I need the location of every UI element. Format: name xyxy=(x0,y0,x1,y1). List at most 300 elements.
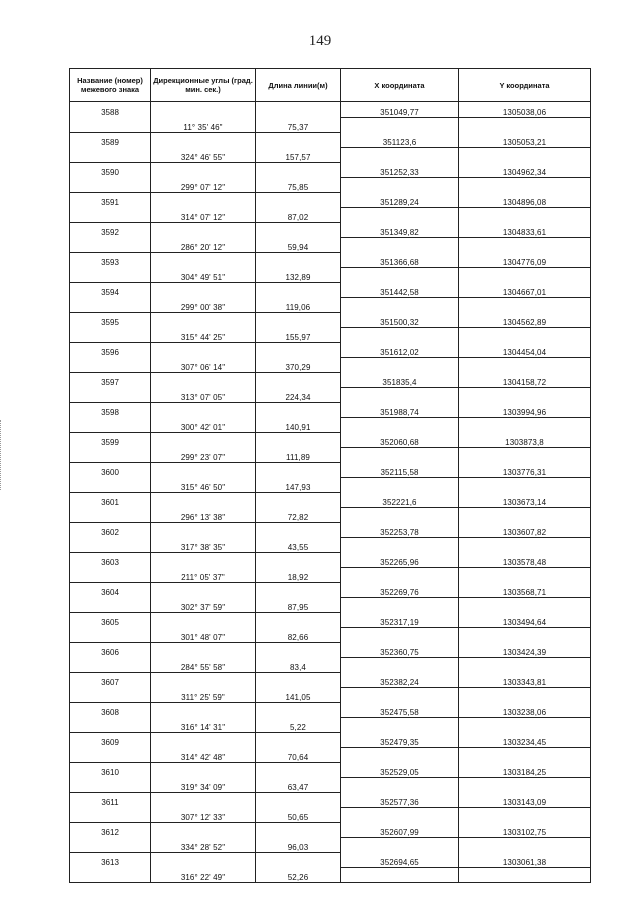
point-name: 3598 xyxy=(70,402,151,417)
name-empty xyxy=(70,387,151,402)
length-empty xyxy=(256,642,341,657)
line-length: 5,22 xyxy=(256,717,341,732)
table-row xyxy=(70,687,591,702)
margin-mark xyxy=(0,420,3,490)
name-empty xyxy=(70,627,151,642)
direction-angle: 11° 35' 46" xyxy=(151,117,256,132)
table-row xyxy=(70,627,591,642)
line-length: 83,4 xyxy=(256,657,341,672)
point-name: 3600 xyxy=(70,462,151,477)
table-row xyxy=(70,702,591,717)
line-length: 75,85 xyxy=(256,177,341,192)
angle-empty xyxy=(151,222,256,237)
angle-empty xyxy=(151,462,256,477)
x-coordinate: 351366,68 xyxy=(341,252,459,267)
table-row xyxy=(70,402,591,417)
x-coordinate: 351349,82 xyxy=(341,222,459,237)
table-row xyxy=(70,522,591,537)
direction-angle: 316° 22' 49" xyxy=(151,867,256,883)
y-empty xyxy=(459,207,591,222)
y-coordinate: 1304454,04 xyxy=(459,342,591,357)
length-empty xyxy=(256,822,341,837)
direction-angle: 307° 12' 33" xyxy=(151,807,256,822)
y-coordinate: 1304667,01 xyxy=(459,282,591,297)
angle-empty xyxy=(151,372,256,387)
table-row xyxy=(70,117,591,132)
point-name: 3595 xyxy=(70,312,151,327)
table-row xyxy=(70,327,591,342)
length-empty xyxy=(256,732,341,747)
point-name: 3606 xyxy=(70,642,151,657)
length-empty xyxy=(256,402,341,417)
direction-angle: 304° 49' 51" xyxy=(151,267,256,282)
line-length: 370,29 xyxy=(256,357,341,372)
angle-empty xyxy=(151,582,256,597)
name-empty xyxy=(70,747,151,762)
table-row xyxy=(70,582,591,597)
name-empty xyxy=(70,297,151,312)
y-empty xyxy=(459,537,591,552)
table-row xyxy=(70,507,591,522)
table-row xyxy=(70,177,591,192)
angle-empty xyxy=(151,402,256,417)
point-name: 3592 xyxy=(70,222,151,237)
x-coordinate: 351442,58 xyxy=(341,282,459,297)
y-empty xyxy=(459,297,591,312)
length-empty xyxy=(256,342,341,357)
direction-angle: 299° 00' 38" xyxy=(151,297,256,312)
y-empty xyxy=(459,147,591,162)
x-empty xyxy=(341,717,459,732)
y-empty xyxy=(459,657,591,672)
angle-empty xyxy=(151,702,256,717)
y-coordinate: 1304562,89 xyxy=(459,312,591,327)
name-empty xyxy=(70,327,151,342)
x-coordinate: 352694,65 xyxy=(341,852,459,867)
direction-angle: 300° 42' 01" xyxy=(151,417,256,432)
length-empty xyxy=(256,252,341,267)
line-length: 59,94 xyxy=(256,237,341,252)
table-row xyxy=(70,567,591,582)
table-row xyxy=(70,762,591,777)
table-row xyxy=(70,672,591,687)
length-empty xyxy=(256,522,341,537)
y-empty xyxy=(459,327,591,342)
x-empty xyxy=(341,507,459,522)
length-empty xyxy=(256,762,341,777)
length-empty xyxy=(256,372,341,387)
name-empty xyxy=(70,537,151,552)
length-empty xyxy=(256,492,341,507)
y-coordinate: 1305053,21 xyxy=(459,132,591,147)
name-empty xyxy=(70,177,151,192)
point-name: 3603 xyxy=(70,552,151,567)
length-empty xyxy=(256,852,341,867)
angle-empty xyxy=(151,252,256,267)
table-body xyxy=(70,102,591,883)
line-length: 18,92 xyxy=(256,567,341,582)
line-length: 147,93 xyxy=(256,477,341,492)
table-row xyxy=(70,552,591,567)
y-coordinate: 1304158,72 xyxy=(459,372,591,387)
y-empty xyxy=(459,597,591,612)
line-length: 63,47 xyxy=(256,777,341,792)
line-length: 132,89 xyxy=(256,267,341,282)
x-coordinate: 351049,77 xyxy=(341,102,459,118)
angle-empty xyxy=(151,762,256,777)
point-name: 3590 xyxy=(70,162,151,177)
line-length: 140,91 xyxy=(256,417,341,432)
y-coordinate: 1303873,8 xyxy=(459,432,591,447)
point-name: 3591 xyxy=(70,192,151,207)
x-empty xyxy=(341,477,459,492)
angle-empty xyxy=(151,642,256,657)
y-empty xyxy=(459,837,591,852)
x-empty xyxy=(341,447,459,462)
line-length: 87,95 xyxy=(256,597,341,612)
table-row xyxy=(70,612,591,627)
table-row xyxy=(70,717,591,732)
y-coordinate: 1303184,25 xyxy=(459,762,591,777)
line-length: 141,05 xyxy=(256,687,341,702)
y-coordinate: 1303234,45 xyxy=(459,732,591,747)
y-empty xyxy=(459,387,591,402)
y-empty xyxy=(459,237,591,252)
point-name: 3610 xyxy=(70,762,151,777)
table-row xyxy=(70,312,591,327)
y-empty xyxy=(459,417,591,432)
x-coordinate: 352529,05 xyxy=(341,762,459,777)
y-coordinate: 1303424,39 xyxy=(459,642,591,657)
x-empty xyxy=(341,537,459,552)
y-empty xyxy=(459,357,591,372)
x-empty xyxy=(341,747,459,762)
x-coordinate: 352479,35 xyxy=(341,732,459,747)
table-row xyxy=(70,837,591,852)
name-empty xyxy=(70,807,151,822)
name-empty xyxy=(70,657,151,672)
table-row xyxy=(70,807,591,822)
x-coordinate: 352060,68 xyxy=(341,432,459,447)
angle-empty xyxy=(151,822,256,837)
table-row xyxy=(70,597,591,612)
table-row xyxy=(70,297,591,312)
name-empty xyxy=(70,417,151,432)
name-empty xyxy=(70,267,151,282)
angle-empty xyxy=(151,852,256,867)
length-empty xyxy=(256,282,341,297)
header-angle: Дирекционные углы (град. мин. сек.) xyxy=(151,69,256,102)
line-length: 70,64 xyxy=(256,747,341,762)
table-row xyxy=(70,867,591,883)
table-row xyxy=(70,492,591,507)
name-empty xyxy=(70,687,151,702)
y-coordinate: 1304962,34 xyxy=(459,162,591,177)
table-row xyxy=(70,792,591,807)
length-empty xyxy=(256,792,341,807)
x-empty xyxy=(341,267,459,282)
table-row xyxy=(70,432,591,447)
y-coordinate: 1305038,06 xyxy=(459,102,591,118)
table-row xyxy=(70,477,591,492)
length-empty xyxy=(256,192,341,207)
header-length: Длина линии(м) xyxy=(256,69,341,102)
length-empty xyxy=(256,312,341,327)
y-empty xyxy=(459,687,591,702)
direction-angle: 211° 05' 37" xyxy=(151,567,256,582)
name-empty xyxy=(70,567,151,582)
table-row xyxy=(70,822,591,837)
y-coordinate: 1303776,31 xyxy=(459,462,591,477)
point-name: 3594 xyxy=(70,282,151,297)
line-length: 75,37 xyxy=(256,117,341,132)
table-row xyxy=(70,132,591,147)
x-empty xyxy=(341,597,459,612)
x-coordinate: 352317,19 xyxy=(341,612,459,627)
table-row xyxy=(70,282,591,297)
y-coordinate: 1304776,09 xyxy=(459,252,591,267)
table-row xyxy=(70,252,591,267)
angle-empty xyxy=(151,672,256,687)
table-row xyxy=(70,777,591,792)
name-empty xyxy=(70,507,151,522)
x-empty xyxy=(341,177,459,192)
y-coordinate: 1303343,81 xyxy=(459,672,591,687)
length-empty xyxy=(256,132,341,147)
point-name: 3588 xyxy=(70,102,151,118)
angle-empty xyxy=(151,132,256,147)
y-coordinate: 1303061,38 xyxy=(459,852,591,867)
y-empty xyxy=(459,807,591,822)
y-coordinate: 1303568,71 xyxy=(459,582,591,597)
angle-empty xyxy=(151,162,256,177)
point-name: 3599 xyxy=(70,432,151,447)
point-name: 3593 xyxy=(70,252,151,267)
direction-angle: 314° 42' 48" xyxy=(151,747,256,762)
direction-angle: 301° 48' 07" xyxy=(151,627,256,642)
line-length: 72,82 xyxy=(256,507,341,522)
x-coordinate: 352253,78 xyxy=(341,522,459,537)
length-empty xyxy=(256,162,341,177)
boundary-coordinates-table xyxy=(69,68,591,883)
point-name: 3611 xyxy=(70,792,151,807)
y-empty xyxy=(459,777,591,792)
table-row xyxy=(70,342,591,357)
table-row xyxy=(70,537,591,552)
x-empty xyxy=(341,237,459,252)
direction-angle: 313° 07' 05" xyxy=(151,387,256,402)
name-empty xyxy=(70,117,151,132)
x-empty xyxy=(341,867,459,883)
x-empty xyxy=(341,777,459,792)
line-length: 82,66 xyxy=(256,627,341,642)
angle-empty xyxy=(151,522,256,537)
y-coordinate: 1304896,08 xyxy=(459,192,591,207)
line-length: 50,65 xyxy=(256,807,341,822)
table-row xyxy=(70,732,591,747)
length-empty xyxy=(256,462,341,477)
table-row xyxy=(70,102,591,118)
table-row xyxy=(70,747,591,762)
direction-angle: 334° 28' 52" xyxy=(151,837,256,852)
table-row xyxy=(70,207,591,222)
length-empty xyxy=(256,672,341,687)
name-empty xyxy=(70,837,151,852)
x-empty xyxy=(341,807,459,822)
y-empty xyxy=(459,267,591,282)
line-length: 155,97 xyxy=(256,327,341,342)
angle-empty xyxy=(151,312,256,327)
table-row xyxy=(70,147,591,162)
x-coordinate: 352265,96 xyxy=(341,552,459,567)
y-empty xyxy=(459,507,591,522)
direction-angle: 315° 46' 50" xyxy=(151,477,256,492)
y-coordinate: 1303607,82 xyxy=(459,522,591,537)
x-coordinate: 352607,99 xyxy=(341,822,459,837)
point-name: 3608 xyxy=(70,702,151,717)
direction-angle: 316° 14' 31" xyxy=(151,717,256,732)
table-row xyxy=(70,162,591,177)
point-name: 3596 xyxy=(70,342,151,357)
x-coordinate: 351252,33 xyxy=(341,162,459,177)
table-row xyxy=(70,462,591,477)
length-empty xyxy=(256,582,341,597)
direction-angle: 311° 25' 59" xyxy=(151,687,256,702)
header-x: X координата xyxy=(341,69,459,102)
direction-angle: 302° 37' 59" xyxy=(151,597,256,612)
x-coordinate: 351500,32 xyxy=(341,312,459,327)
line-length: 111,89 xyxy=(256,447,341,462)
name-empty xyxy=(70,237,151,252)
header-name: Название (номер) межевого знака xyxy=(70,69,151,102)
x-coordinate: 352221,6 xyxy=(341,492,459,507)
point-name: 3589 xyxy=(70,132,151,147)
y-empty xyxy=(459,447,591,462)
x-coordinate: 352382,24 xyxy=(341,672,459,687)
line-length: 87,02 xyxy=(256,207,341,222)
angle-empty xyxy=(151,432,256,447)
y-empty xyxy=(459,567,591,582)
name-empty xyxy=(70,147,151,162)
table-header-row xyxy=(70,69,591,102)
name-empty xyxy=(70,777,151,792)
direction-angle: 315° 44' 25" xyxy=(151,327,256,342)
point-name: 3605 xyxy=(70,612,151,627)
name-empty xyxy=(70,477,151,492)
direction-angle: 296° 13' 38" xyxy=(151,507,256,522)
point-name: 3609 xyxy=(70,732,151,747)
y-coordinate: 1304833,61 xyxy=(459,222,591,237)
x-coordinate: 351835,4 xyxy=(341,372,459,387)
line-length: 119,06 xyxy=(256,297,341,312)
direction-angle: 284° 55' 58" xyxy=(151,657,256,672)
name-empty xyxy=(70,447,151,462)
length-empty xyxy=(256,612,341,627)
y-coordinate: 1303494,64 xyxy=(459,612,591,627)
y-coordinate: 1303994,96 xyxy=(459,402,591,417)
direction-angle: 324° 46' 55" xyxy=(151,147,256,162)
x-empty xyxy=(341,297,459,312)
name-empty xyxy=(70,717,151,732)
length-empty xyxy=(256,702,341,717)
name-empty xyxy=(70,357,151,372)
line-length: 157,57 xyxy=(256,147,341,162)
point-name: 3613 xyxy=(70,852,151,867)
table-row xyxy=(70,237,591,252)
point-name: 3601 xyxy=(70,492,151,507)
x-empty xyxy=(341,117,459,132)
angle-empty xyxy=(151,612,256,627)
length-empty xyxy=(256,432,341,447)
line-length: 43,55 xyxy=(256,537,341,552)
table-row xyxy=(70,852,591,867)
page-number: 149 xyxy=(308,33,332,49)
direction-angle: 307° 06' 14" xyxy=(151,357,256,372)
table-row xyxy=(70,657,591,672)
table-row xyxy=(70,372,591,387)
x-coordinate: 351988,74 xyxy=(341,402,459,417)
table-row xyxy=(70,417,591,432)
y-coordinate: 1303238,06 xyxy=(459,702,591,717)
y-empty xyxy=(459,627,591,642)
angle-empty xyxy=(151,282,256,297)
x-coordinate: 351612,02 xyxy=(341,342,459,357)
y-empty xyxy=(459,867,591,883)
x-coordinate: 352269,76 xyxy=(341,582,459,597)
x-empty xyxy=(341,687,459,702)
angle-empty xyxy=(151,552,256,567)
angle-empty xyxy=(151,792,256,807)
header-y: Y координата xyxy=(459,69,591,102)
y-coordinate: 1303673,14 xyxy=(459,492,591,507)
direction-angle: 299° 07' 12" xyxy=(151,177,256,192)
direction-angle: 299° 23' 07" xyxy=(151,447,256,462)
direction-angle: 286° 20' 12" xyxy=(151,237,256,252)
direction-angle: 314° 07' 12" xyxy=(151,207,256,222)
x-empty xyxy=(341,147,459,162)
name-empty xyxy=(70,867,151,883)
name-empty xyxy=(70,207,151,222)
point-name: 3604 xyxy=(70,582,151,597)
x-coordinate: 352115,58 xyxy=(341,462,459,477)
x-empty xyxy=(341,837,459,852)
x-coordinate: 352577,36 xyxy=(341,792,459,807)
x-empty xyxy=(341,417,459,432)
point-name: 3607 xyxy=(70,672,151,687)
point-name: 3612 xyxy=(70,822,151,837)
y-empty xyxy=(459,117,591,132)
table-row xyxy=(70,222,591,237)
y-coordinate: 1303102,75 xyxy=(459,822,591,837)
length-empty xyxy=(256,102,341,118)
point-name: 3602 xyxy=(70,522,151,537)
angle-empty xyxy=(151,732,256,747)
y-empty xyxy=(459,177,591,192)
line-length: 52,26 xyxy=(256,867,341,883)
x-coordinate: 351289,24 xyxy=(341,192,459,207)
table-row xyxy=(70,447,591,462)
line-length: 96,03 xyxy=(256,837,341,852)
x-empty xyxy=(341,657,459,672)
x-coordinate: 352475,58 xyxy=(341,702,459,717)
x-empty xyxy=(341,627,459,642)
line-length: 224,34 xyxy=(256,387,341,402)
table-row xyxy=(70,192,591,207)
y-coordinate: 1303143,09 xyxy=(459,792,591,807)
x-empty xyxy=(341,207,459,222)
x-empty xyxy=(341,387,459,402)
length-empty xyxy=(256,552,341,567)
